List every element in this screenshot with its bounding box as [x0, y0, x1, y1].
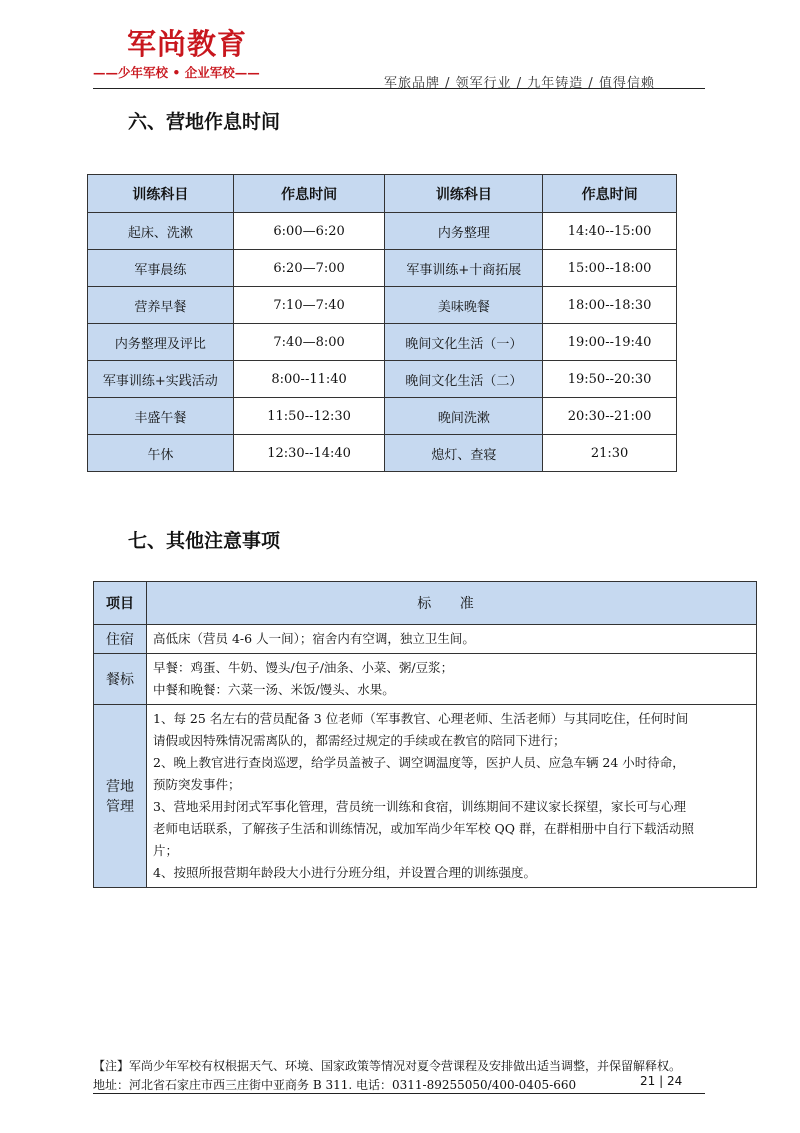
- standard-line: 1、每 25 名左右的营员配备 3 位老师（军事教官、心理老师、生活老师）与其同吃住，任何时间: [153, 711, 689, 726]
- time-cell: 11:50--12:30: [233, 398, 385, 435]
- standard-line: 老师电话联系，了解孩子生活和训练情况，或加军尚少年军校 QQ 群，在群相册中自行下载活动照: [153, 821, 694, 836]
- time-cell: 6:00—6:20: [233, 213, 385, 250]
- subject-cell: 军事晨练: [88, 250, 234, 287]
- standard-line: 高低床（营员 4-6 人一间）；宿舍内有空调，独立卫生间。: [153, 631, 475, 646]
- time-cell: 14:40--15:00: [543, 213, 677, 250]
- subject-cell: 内务整理及评比: [88, 324, 234, 361]
- subject-cell: 晚间文化生活（二）: [385, 361, 543, 398]
- subject-cell: 熄灯、查寝: [385, 435, 543, 472]
- standard-line: 4、按照所报营期年龄段大小进行分班分组，并设置合理的训练强度。: [153, 865, 536, 880]
- table-header-row: [88, 175, 677, 213]
- standard-cell: [147, 625, 757, 654]
- footer-rule: [93, 1093, 705, 1094]
- standard-cell: [147, 705, 757, 888]
- time-cell: 8:00--11:40: [233, 361, 385, 398]
- subject-cell: 营养早餐: [88, 287, 234, 324]
- table-row: [88, 361, 677, 398]
- schedule-table: [87, 174, 677, 472]
- header-rule: [93, 88, 705, 89]
- time-cell: 7:40—8:00: [233, 324, 385, 361]
- section-title-schedule: 六、营地作息时间: [128, 111, 281, 133]
- time-cell: 7:10—7:40: [233, 287, 385, 324]
- header-item: 项目: [94, 582, 147, 625]
- table-row: [88, 250, 677, 287]
- header-subject-1: 训练科目: [88, 175, 234, 213]
- standard-line: 早餐：鸡蛋、牛奶、馒头/包子/油条、小菜、粥/豆浆；: [153, 660, 454, 675]
- standard-line: 中餐和晚餐：六菜一汤、米饭/馒头、水果。: [153, 682, 395, 697]
- time-cell: 19:00--19:40: [543, 324, 677, 361]
- table-row: [94, 654, 757, 705]
- header-slogan: 军旅品牌 / 领军行业 / 九年铸造 / 值得信赖: [384, 76, 655, 91]
- notes-table: [93, 581, 757, 888]
- time-cell: 15:00--18:00: [543, 250, 677, 287]
- standard-line: 请假或因特殊情况需离队的，都需经过规定的手续或在教官的陪同下进行；: [153, 733, 566, 748]
- time-cell: 12:30--14:40: [233, 435, 385, 472]
- subject-cell: 午休: [88, 435, 234, 472]
- footer-note: 【注】军尚少年军校有权根据天气、环境、国家政策等情况对夏令营课程及安排做出适当调整，并保留解释权。: [93, 1059, 682, 1073]
- standard-line: 3、营地采用封闭式军事化管理，营员统一训练和食宿，训练期间不建议家长探望，家长可与心理: [153, 799, 686, 814]
- table-row: [88, 398, 677, 435]
- standard-line: 2、晚上教官进行查岗巡逻，给学员盖被子、调空调温度等，医护人员、应急车辆 24 小时待命，: [153, 755, 685, 770]
- category-cell: [94, 654, 147, 705]
- subject-cell: 起床、洗漱: [88, 213, 234, 250]
- category-label: 营地: [106, 779, 134, 795]
- table-row: [88, 213, 677, 250]
- time-cell: 6:20—7:00: [233, 250, 385, 287]
- category-cell: [94, 705, 147, 888]
- time-cell: 20:30--21:00: [543, 398, 677, 435]
- subject-cell: 晚间洗漱: [385, 398, 543, 435]
- page-number: 21 | 24: [640, 1074, 683, 1088]
- header-subject-2: 训练科目: [385, 175, 543, 213]
- subject-cell: 晚间文化生活（一）: [385, 324, 543, 361]
- time-cell: 19:50--20:30: [543, 361, 677, 398]
- table-row: [88, 324, 677, 361]
- category-cell: [94, 625, 147, 654]
- standard-line: 预防突发事件；: [153, 777, 241, 792]
- subject-cell: 军事训练+实践活动: [88, 361, 234, 398]
- category-label: 餐标: [106, 672, 134, 688]
- table-row: [88, 287, 677, 324]
- header-standard: 标 准: [147, 582, 757, 625]
- time-cell: 18:00--18:30: [543, 287, 677, 324]
- category-label: 住宿: [106, 632, 134, 648]
- logo-title: 军尚教育: [127, 27, 248, 61]
- subject-cell: 军事训练+十商拓展: [385, 250, 543, 287]
- header-time-2: 作息时间: [543, 175, 677, 213]
- footer-address: 地址：河北省石家庄市西三庄街中亚商务 B 311. 电话：0311-89255050/400-0405-660: [93, 1078, 577, 1092]
- section-title-notes: 七、其他注意事项: [128, 530, 281, 552]
- table-row: [94, 625, 757, 654]
- table-row: [88, 435, 677, 472]
- standard-cell: [147, 654, 757, 705]
- logo-subtitle: ——少年军校 • 企业军校——: [93, 65, 260, 80]
- subject-cell: 丰盛午餐: [88, 398, 234, 435]
- header-time-1: 作息时间: [233, 175, 385, 213]
- time-cell: 21:30: [543, 435, 677, 472]
- subject-cell: 美味晚餐: [385, 287, 543, 324]
- subject-cell: 内务整理: [385, 213, 543, 250]
- table-row: [94, 705, 757, 888]
- table-header-row: [94, 582, 757, 625]
- category-label: 管理: [106, 799, 134, 815]
- standard-line: 片；: [153, 843, 179, 858]
